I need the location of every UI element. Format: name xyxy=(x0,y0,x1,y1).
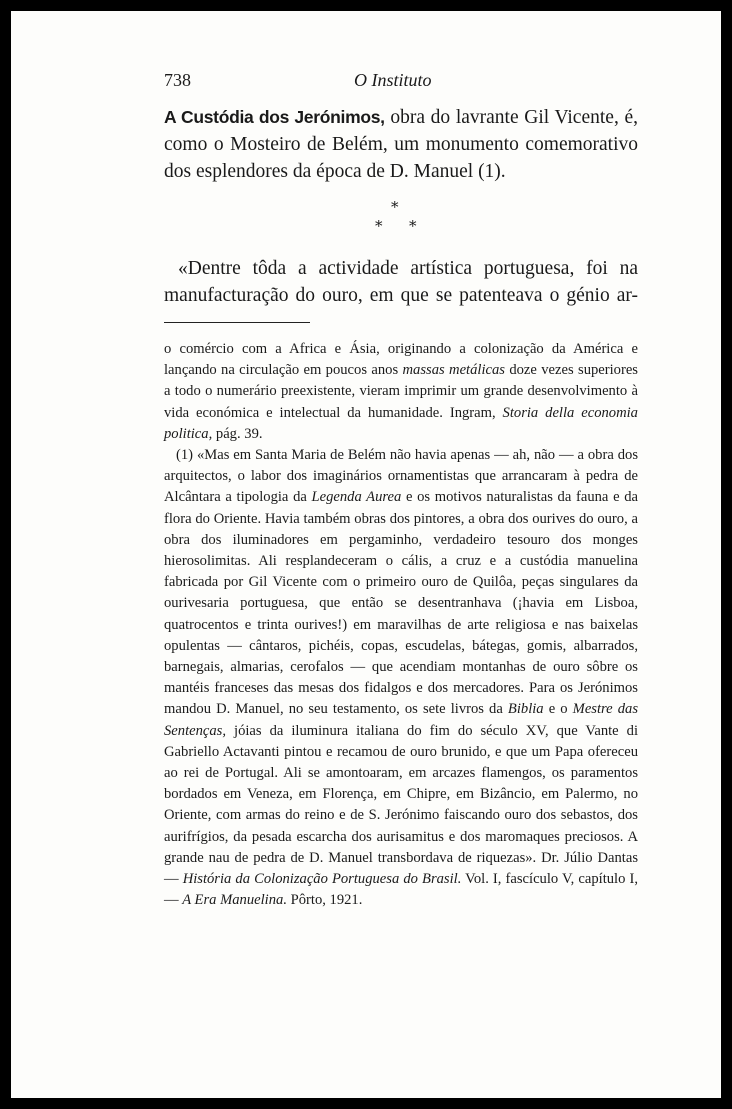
footnote-continuation xyxy=(164,339,638,445)
footnotes xyxy=(164,339,638,911)
footnote-italic: A Era Manuelina. xyxy=(182,892,287,909)
footnote-text: pág. 39. xyxy=(212,425,263,442)
page-header xyxy=(164,70,638,94)
running-title: O Instituto xyxy=(354,70,432,90)
footnote-italic: Legenda Aurea xyxy=(311,489,402,506)
footnote-text: jóias da iluminura italiana do fim do século XV, que Vante di Gabriello Actavanti pintou e recamou de ouro brunido, e que um Papa ofereceu ao rei de Portugal. Ali se amontoaram, em arcazes flamengos, os paramentos bordados em Veneza, em Florença, em Chipre, em Bizâncio, em Palermo, no Oriente, com armas do reino e de S. Jerónimo faiscando ouro dos sebastos, dos aurifrígios, da pesada escarcha dos aurisamitus e dos maromaques preciosos. A grande nau de pedra de D. Manuel transbordava de riquezas». Dr. Júlio Dantas — xyxy=(164,722,638,888)
footnote-italic: História da Colonização Portuguesa do Brasil. xyxy=(182,871,462,888)
footnote-text: Pôrto, 1921. xyxy=(286,892,363,909)
bold-lead: A Custódia dos Jerónimos, xyxy=(164,107,385,127)
paragraph-custodia xyxy=(164,104,638,185)
separator-star-top: * xyxy=(391,198,399,216)
paragraph-text: obra do lavrante Gil Vicente, é, como o Mosteiro de Belém, um monumento comemorativo dos esplendores da época de D. Manuel (1). xyxy=(164,107,638,182)
footnote-text: Vol. I, fascículo V, capítulo I, — xyxy=(164,871,639,909)
footnote-text: doze vezes superiores a todo o numerário preexistente, vieram imprimir um grande desenvolvimento à vida económica e intelectual da humanidade. Ingram, xyxy=(164,362,638,421)
footnote-1 xyxy=(164,445,638,911)
footnote-italic: Storia della economia politica, xyxy=(164,404,638,442)
footnote-text: (1) «Mas em Santa Maria de Belém não havia apenas — ah, não — a obra dos arquitectos, o labor dos imaginários ornamentistas que arrancaram à pedra de Alcântara a tipologia da xyxy=(164,447,638,506)
section-separator xyxy=(360,198,430,238)
footnote-italic: Biblia xyxy=(507,701,544,718)
page-number: 738 xyxy=(164,70,191,90)
footnote-rule xyxy=(164,322,310,323)
separator-star-right: * xyxy=(409,217,417,235)
footnote-text: e os motivos naturalistas da fauna e da flora do Oriente. Havia também obras dos pintores, a obra dos ourives do ouro, a obra dos iluminadores em pergaminho, verdadeiro tesouro dos monges hierosolimitas. Ali resplandeceram o cális, a cruz e a custódia manuelina fabricada por Gil Vicente com o primeiro ouro de Quilôa, peças singulares da ourivesaria portuguesa, que então se desentranhava (¡havia em Lisboa, quatrocentos e trinta ourives!) em maravilhas de arte religiosa e nas baixelas opulentas — cântaros, pichéis, copas, escudelas, bátegas, gomis, albarrados, barnegais, almarias, cerofalos — que acendiam montanhas de ouro sôbre os mantéis franceses das mesas dos fidalgos e dos mercadores. Para os Jerónimos mandou D. Manuel, no seu testamento, os sete livros da xyxy=(164,489,638,718)
separator-star-left: * xyxy=(375,217,383,235)
paragraph-quote: «Dentre tôda a actividade artística portuguesa, foi na manufacturação do ouro, em que se patenteava o génio ar- xyxy=(164,258,638,306)
footnote-text: e o xyxy=(543,701,573,718)
footnote-text: o comércio com a Africa e Ásia, originando a colonização da América e lançando na circulação em poucos anos xyxy=(164,341,638,379)
footnote-italic: Mestre das Sentenças, xyxy=(164,701,639,739)
footnote-italic: massas metálicas xyxy=(402,362,505,379)
